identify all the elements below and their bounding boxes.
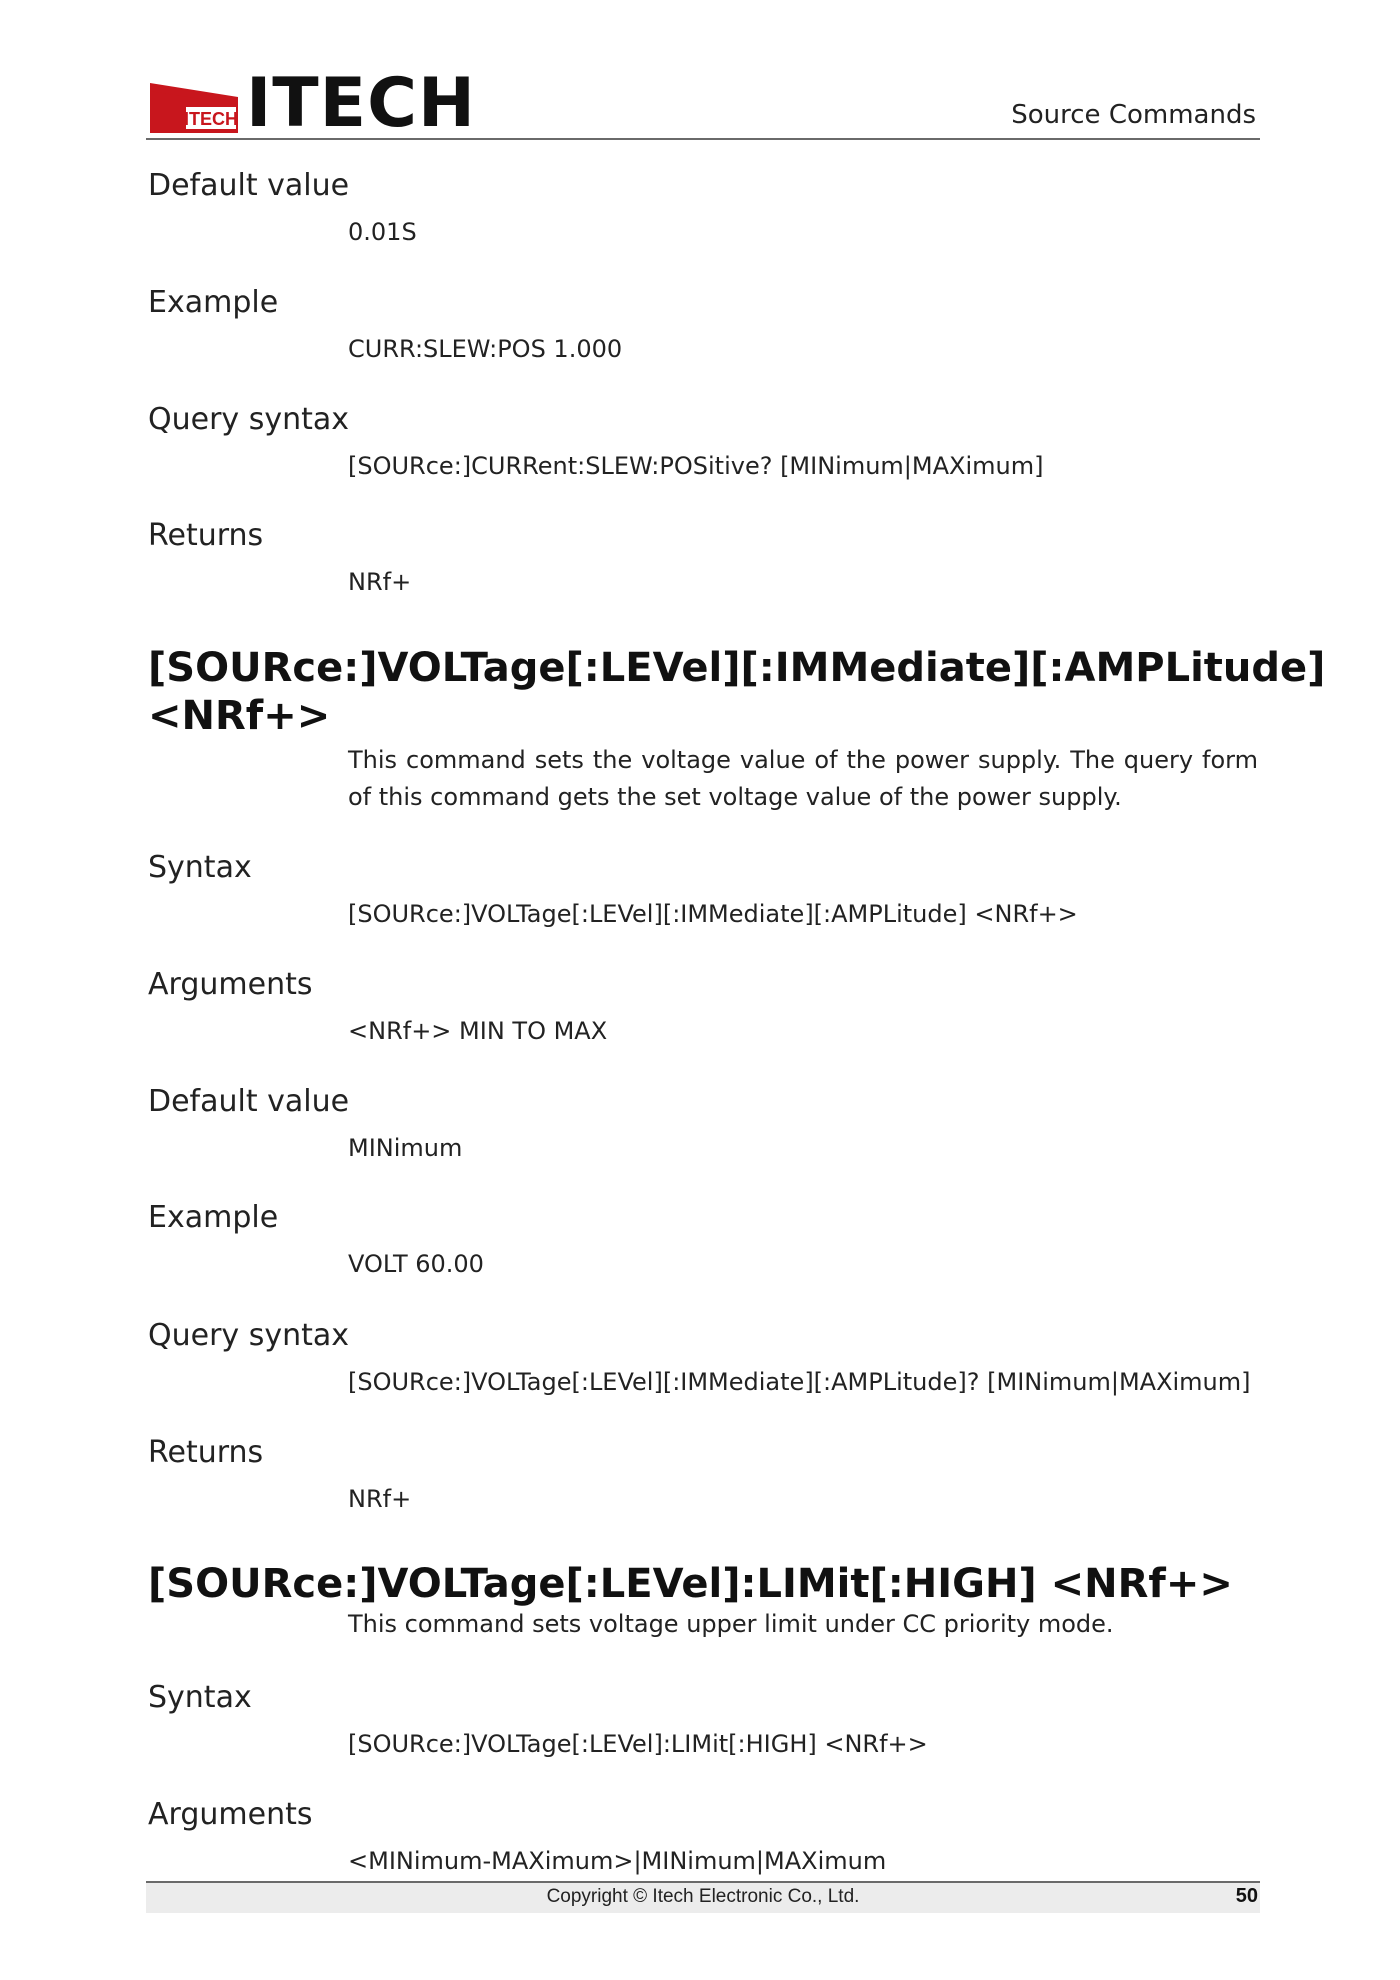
command-description-voltage-limit: This command sets voltage upper limit under CC priority mode. bbox=[348, 1610, 1114, 1638]
arguments-value: <MINimum-MAXimum>|MINimum|MAXimum bbox=[348, 1847, 887, 1875]
arguments-value: <NRf+> MIN TO MAX bbox=[348, 1017, 608, 1045]
default-value-label: Default value bbox=[148, 1084, 350, 1119]
itech-logo-badge bbox=[150, 75, 238, 133]
syntax-label: Syntax bbox=[148, 850, 252, 885]
logo-wordmark: ITECH bbox=[246, 64, 476, 143]
command-heading-voltage-level: [SOURce:]VOLTage[:LEVel][:IMMediate][:AMPLitude] bbox=[148, 645, 1326, 691]
syntax-value: [SOURce:]VOLTage[:LEVel]:LIMit[:HIGH] <NRf+> bbox=[348, 1730, 928, 1758]
query-syntax-value: [SOURce:]CURRent:SLEW:POSitive? [MINimum|MAXimum] bbox=[348, 452, 1044, 480]
section-title: Source Commands bbox=[1011, 100, 1256, 130]
logo-badge-text: ITECH bbox=[184, 109, 238, 129]
default-value: 0.01S bbox=[348, 218, 417, 246]
example-value: CURR:SLEW:POS 1.000 bbox=[348, 335, 623, 363]
example-label: Example bbox=[148, 1200, 279, 1235]
arguments-label: Arguments bbox=[148, 1797, 313, 1832]
returns-label: Returns bbox=[148, 1435, 264, 1470]
returns-value: NRf+ bbox=[348, 568, 412, 596]
syntax-value: [SOURce:]VOLTage[:LEVel][:IMMediate][:AMPLitude] <NRf+> bbox=[348, 900, 1078, 928]
query-syntax-label: Query syntax bbox=[148, 1318, 350, 1353]
syntax-label: Syntax bbox=[148, 1680, 252, 1715]
query-syntax-value: [SOURce:]VOLTage[:LEVel][:IMMediate][:AMPLitude]? [MINimum|MAXimum] bbox=[348, 1368, 1251, 1396]
command-heading-voltage-limit: [SOURce:]VOLTage[:LEVel]:LIMit[:HIGH] <NRf+> bbox=[148, 1561, 1233, 1607]
command-heading-voltage-level-arg: <NRf+> bbox=[148, 693, 331, 739]
query-syntax-label: Query syntax bbox=[148, 402, 350, 437]
returns-label: Returns bbox=[148, 518, 264, 553]
page-header bbox=[146, 64, 1260, 143]
command-description-voltage-level: This command sets the voltage value of the power supply. The query form of this command gets the set voltage value of the power supply. bbox=[348, 746, 1258, 811]
returns-value: NRf+ bbox=[348, 1485, 412, 1513]
itech-logo bbox=[150, 64, 476, 143]
copyright-text: Copyright © Itech Electronic Co., Ltd. bbox=[546, 1886, 860, 1907]
example-value: VOLT 60.00 bbox=[348, 1250, 484, 1278]
default-value: MINimum bbox=[348, 1134, 463, 1162]
page-footer bbox=[146, 1881, 1260, 1913]
arguments-label: Arguments bbox=[148, 967, 313, 1002]
page-number: 50 bbox=[1235, 1885, 1258, 1907]
example-label: Example bbox=[148, 285, 279, 320]
default-value-label: Default value bbox=[148, 168, 350, 203]
